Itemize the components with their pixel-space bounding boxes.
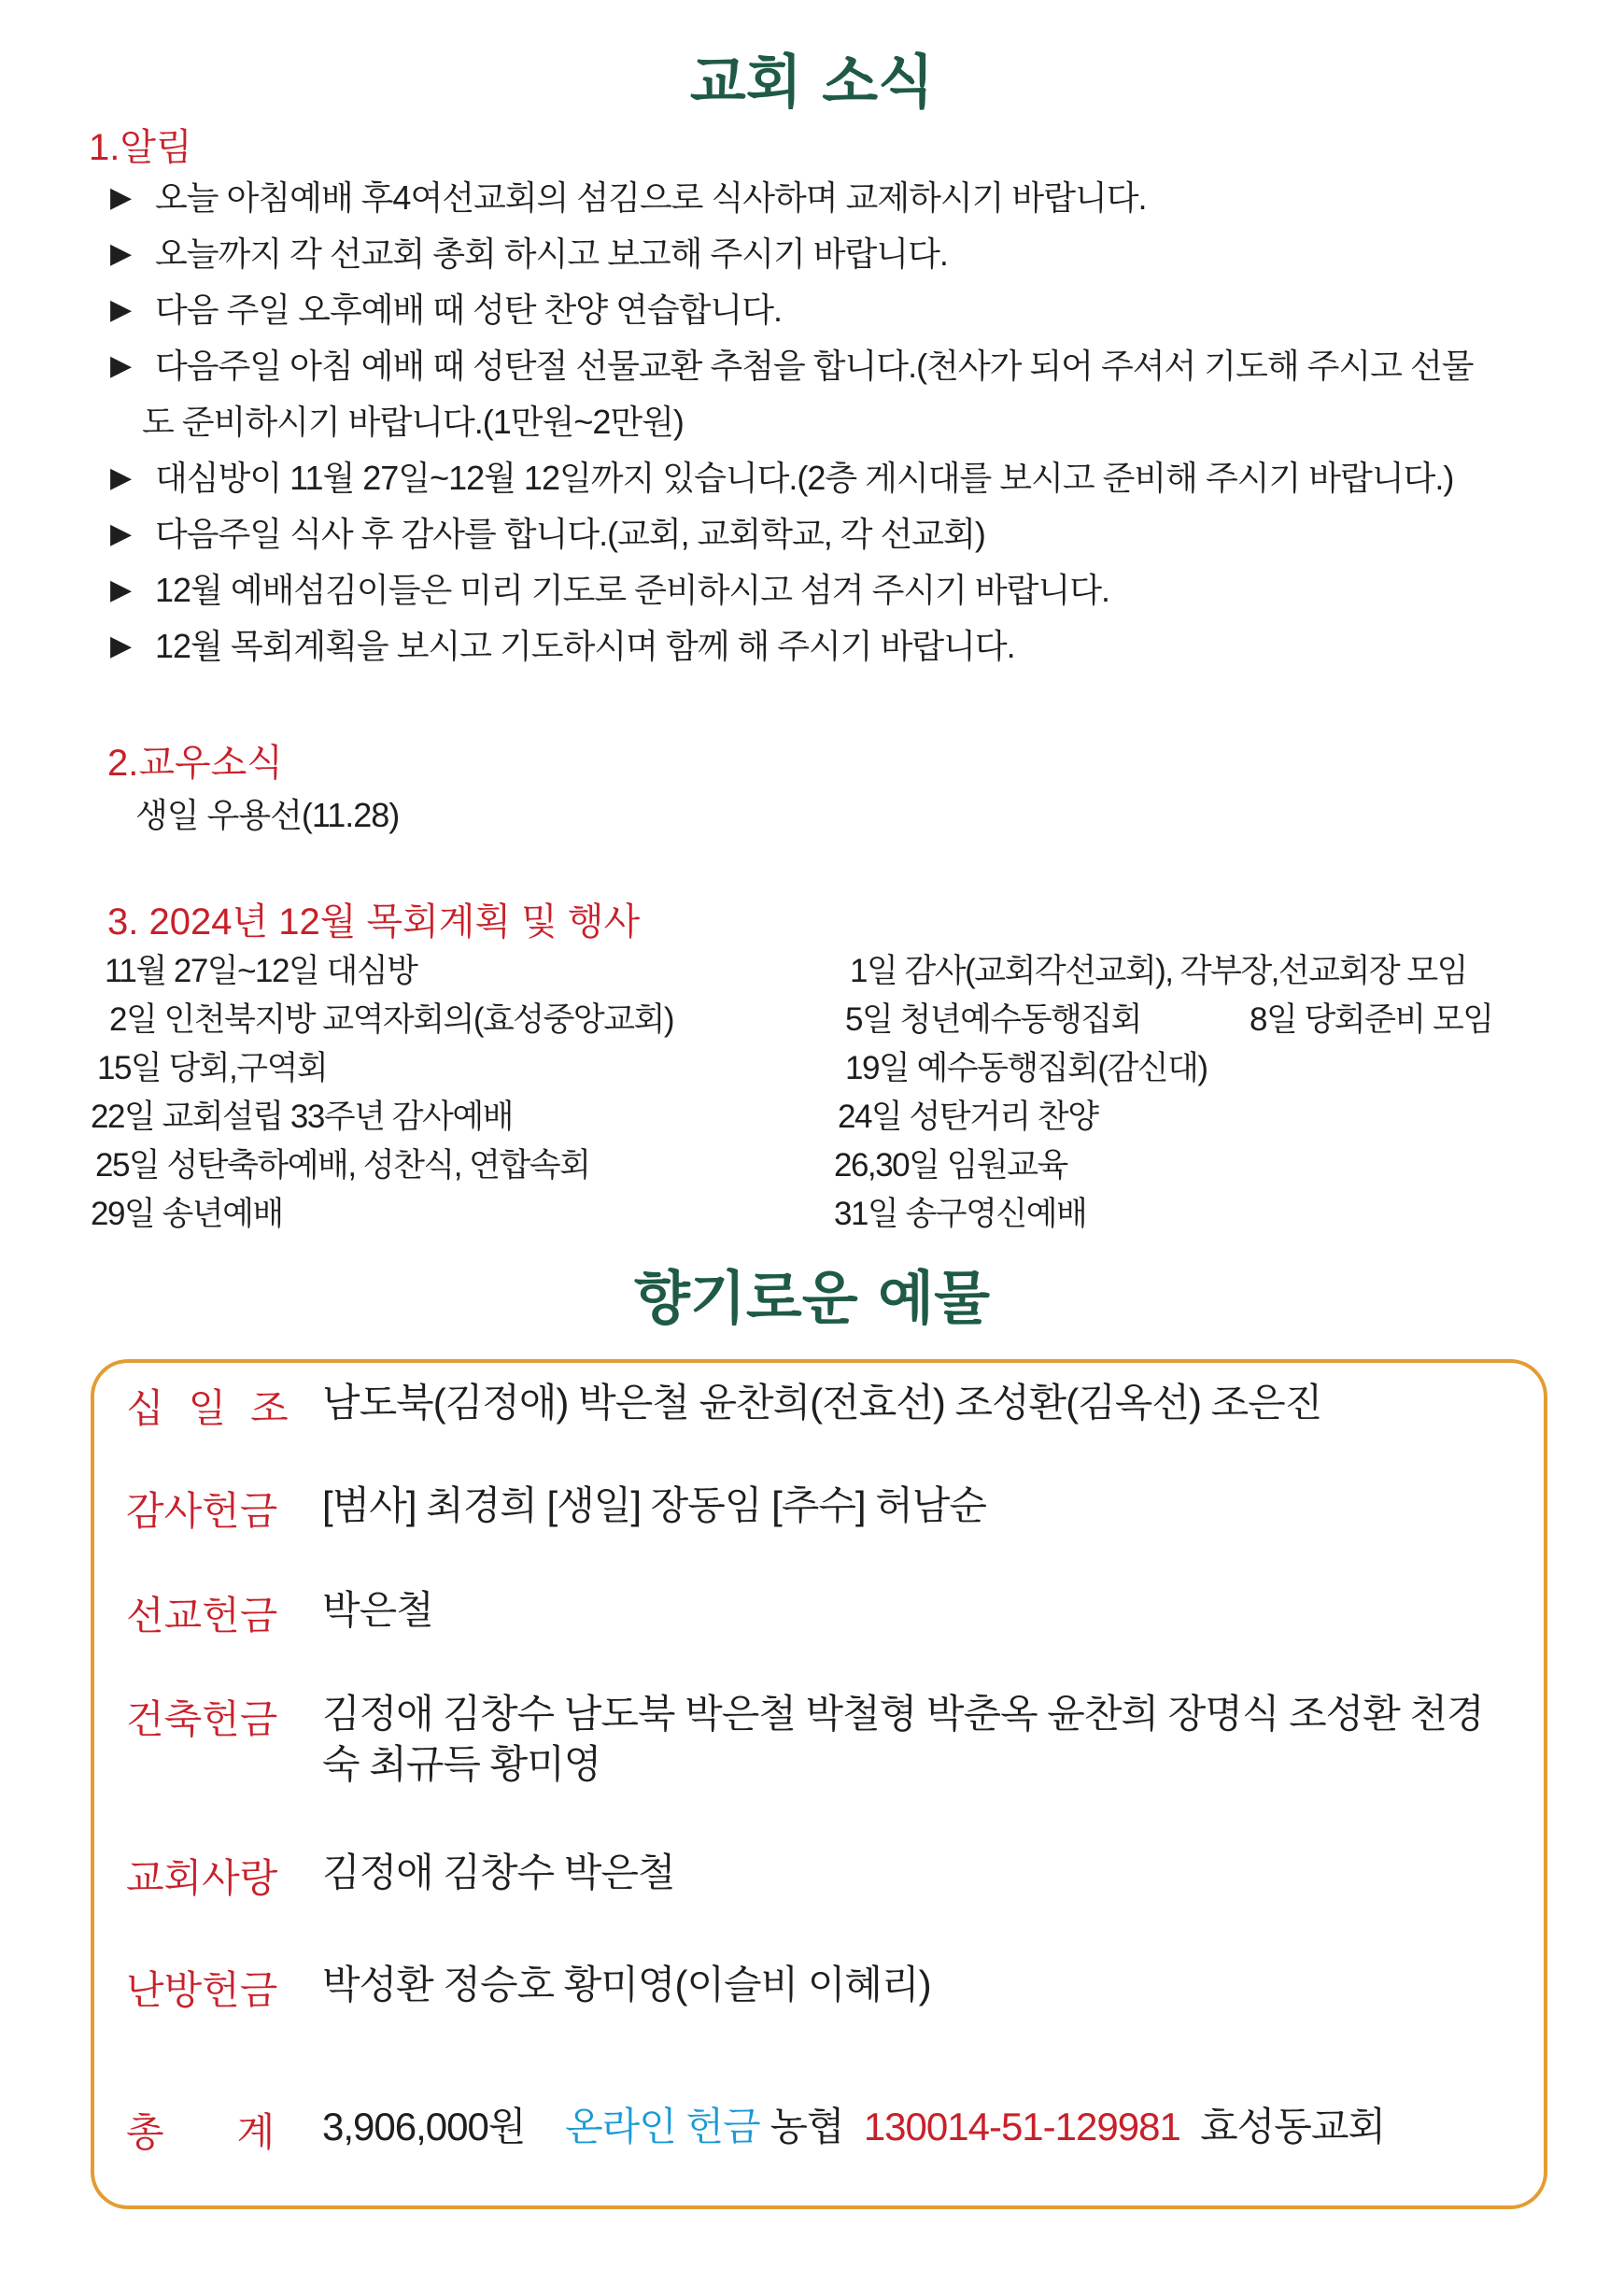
offering-label: 십일조: [126, 1386, 313, 1430]
notice-text: 다음 주일 오후예배 때 성탄 찬양 연습합니다.: [155, 291, 782, 329]
offering-label: 감사헌금: [126, 1489, 278, 1533]
offering-names: [범사] 최경희 [생일] 장동임 [추수] 허남순: [322, 1483, 986, 1527]
offering-names: 김정애 김창수 남도북 박은철 박철형 박춘옥 윤찬희 장명식 조성환 천경숙 최규득 황미영: [322, 1692, 1484, 1786]
triangle-bullet-icon: ▶: [110, 294, 132, 325]
notice-text: 오늘 아침예배 후4여선교회의 섬김으로 식사하며 교제하시기 바랍니다.: [155, 178, 1147, 217]
notice-text: 오늘까지 각 선교회 총회 하시고 보고해 주시기 바랍니다.: [155, 234, 948, 273]
list-item: [110, 282, 1567, 338]
notice-text: 다음주일 아침 예배 때 성탄절 선물교환 추첨을 합니다.(천사가 되어 주셔서 기도해 주시고 선물: [155, 347, 1474, 385]
offering-names: 박성환 정승호 황미영(이슬비 이혜리): [322, 1963, 931, 2006]
total-label: 총계: [126, 2110, 348, 2154]
event-item: 24일 성탄거리 찬양: [838, 1099, 1098, 1135]
triangle-bullet-icon: ▶: [110, 518, 132, 549]
notice-text: 다음주일 식사 후 감사를 합니다.(교회, 교회학교, 각 선교회): [155, 515, 985, 553]
offering-names: 박은철: [322, 1588, 433, 1632]
event-item: 22일 교회설립 33주년 감사예배: [91, 1099, 513, 1135]
event-item: 26,30일 임원교육: [834, 1147, 1067, 1184]
offering-label: 난방헌금: [126, 1968, 278, 2012]
offering-names: 남도북(김정애) 박은철 윤찬희(전효선) 조성환(김옥선) 조은진: [322, 1381, 1322, 1425]
notice-text: 12월 목회계획을 보시고 기도하시며 함께 해 주시기 바랍니다.: [155, 627, 1015, 665]
list-item: [110, 506, 1567, 562]
offering-label: 선교헌금: [126, 1594, 278, 1638]
event-item: 25일 성탄축하예배, 성찬식, 연합속회: [95, 1147, 590, 1184]
event-item: 2일 인천북지방 교역자회의(효성중앙교회): [109, 1001, 673, 1038]
event-item: 8일 당회준비 모임: [1250, 1001, 1493, 1038]
notice-list: [110, 170, 1567, 674]
list-item: [110, 618, 1567, 674]
bank-name: 농협: [770, 2105, 844, 2148]
offering-label: 건축헌금: [126, 1697, 278, 1741]
triangle-bullet-icon: ▶: [110, 631, 132, 661]
triangle-bullet-icon: ▶: [110, 350, 132, 381]
notice-text: 대심방이 11월 27일~12월 12일까지 있습니다.(2층 게시대를 보시고 준비해 주시기 바랍니다.): [155, 459, 1454, 497]
total-amount: 3,906,000원: [322, 2105, 526, 2148]
event-item: 19일 예수동행집회(감신대): [845, 1050, 1207, 1086]
account-number: 130014-51-129981: [863, 2105, 1180, 2148]
list-item: [110, 450, 1567, 506]
offering-label: 교회사랑: [126, 1856, 278, 1900]
offering-names: 김정애 김창수 박은철: [322, 1851, 675, 1894]
section-heading-members: 2.교우소식: [107, 743, 283, 784]
notice-text-continued: 도 준비하시기 바랍니다.(1만원~2만원): [142, 403, 684, 441]
triangle-bullet-icon: ▶: [110, 182, 132, 213]
list-item: [110, 170, 1567, 226]
section-heading-events: 3. 2024년 12월 목회계획 및 행사: [107, 901, 641, 943]
online-offering-label: 온라인 헌금: [565, 2105, 760, 2148]
triangle-bullet-icon: ▶: [110, 238, 132, 269]
member-news: 생일 우용선(11.28): [135, 796, 400, 834]
page-title: 교회 소식: [689, 48, 935, 116]
offering-title: 향기로운 예물: [634, 1264, 990, 1332]
notice-text: 12월 예배섬김이들은 미리 기도로 준비하시고 섬겨 주시기 바랍니다.: [155, 571, 1110, 609]
event-item: 31일 송구영신예배: [834, 1196, 1087, 1232]
list-item: [110, 562, 1567, 618]
total-row: [322, 2102, 1518, 2152]
account-holder: 효성동교회: [1200, 2105, 1386, 2148]
event-item: 11월 27일~12일 대심방: [105, 953, 417, 989]
event-item: 29일 송년예배: [91, 1196, 283, 1232]
event-item: 1일 감사(교회각선교회), 각부장,선교회장 모임: [850, 953, 1467, 989]
list-item: [110, 226, 1567, 282]
event-item: 5일 청년예수동행집회: [845, 1001, 1141, 1038]
list-item: [110, 338, 1567, 450]
section-heading-notices: 1.알림: [89, 127, 192, 168]
triangle-bullet-icon: ▶: [110, 462, 132, 493]
event-item: 15일 당회,구역회: [97, 1050, 328, 1086]
triangle-bullet-icon: ▶: [110, 574, 132, 605]
